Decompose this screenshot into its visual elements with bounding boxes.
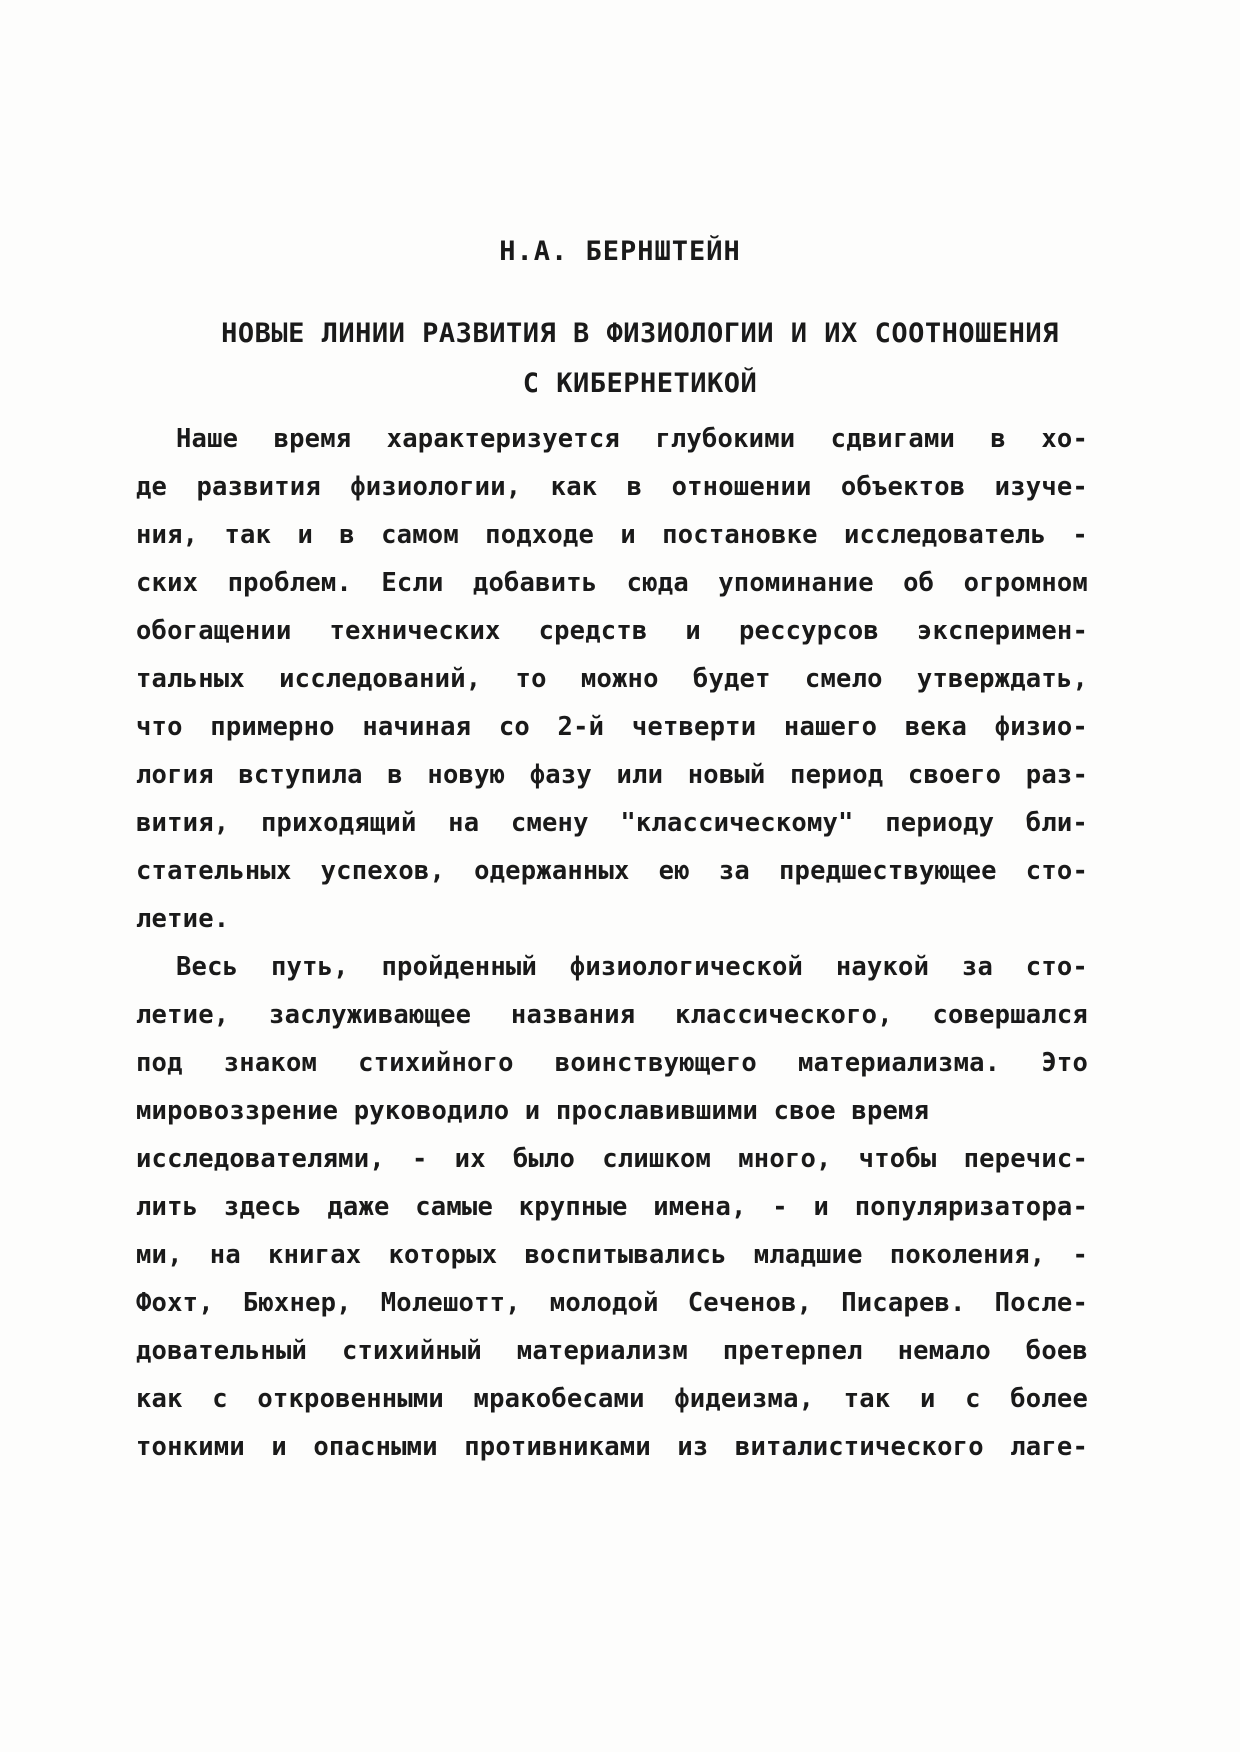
paragraph-1-line: логия вступила в новую фазу или новый период своего раз-: [136, 760, 1088, 790]
paragraph-1-line: тальных исследований, то можно будет смело утверждать,: [136, 664, 1088, 694]
paragraph-2-line: довательный стихийный материализм претерпел немало боев: [136, 1336, 1088, 1366]
paragraph-1-line: вития, приходящий на смену "классическому" периоду бли-: [136, 808, 1088, 838]
paragraph-1-line: Наше время характеризуется глубокими сдвигами в хо-: [176, 424, 1088, 454]
paragraph-2-line: как с откровенными мракобесами фидеизма, так и с более: [136, 1384, 1088, 1414]
paragraph-2-line: ми, на книгах которых воспитывались младшие поколения, -: [136, 1240, 1088, 1270]
title-line-2: С КИБЕРНЕТИКОЙ: [522, 368, 758, 399]
paragraph-1-line: стательных успехов, одержанных ею за предшествующее сто-: [136, 856, 1088, 886]
paragraph-2-line: Фохт, Бюхнер, Молешотт, молодой Сеченов, Писарев. После-: [136, 1288, 1088, 1318]
paragraph-1-line: ния, так и в самом подходе и постановке исследователь -: [136, 520, 1088, 550]
paragraph-2-line: под знаком стихийного воинствующего материализма. Это: [136, 1048, 1088, 1078]
paragraph-2-line: тонкими и опасными противниками из виталистического лаге-: [136, 1432, 1088, 1462]
paragraph-1-line: де развития физиологии, как в отношении объектов изуче-: [136, 472, 1088, 502]
author-name: Н.А. БЕРНШТЕЙН: [499, 236, 741, 267]
paragraph-2-line: исследователями, - их было слишком много, чтобы перечис-: [136, 1144, 1088, 1174]
paragraph-1-line: что примерно начиная со 2-й четверти нашего века физио-: [136, 712, 1088, 742]
paragraph-2-line: летие, заслуживающее названия классического, совершался: [136, 1000, 1088, 1030]
title-line-1: НОВЫЕ ЛИНИИ РАЗВИТИЯ В ФИЗИОЛОГИИ И ИХ СООТНОШЕНИЯ: [221, 318, 1059, 349]
paragraph-1-line: ских проблем. Если добавить сюда упоминание об огромном: [136, 568, 1088, 598]
paragraph-2-line: мировоззрение руководило и прославившими свое время: [136, 1096, 930, 1126]
paragraph-1-line: обогащении технических средств и рессурсов эксперимен-: [136, 616, 1088, 646]
paragraph-2-line: лить здесь даже самые крупные имена, - и популяризатора-: [136, 1192, 1088, 1222]
paragraph-1-line: летие.: [136, 904, 230, 934]
paragraph-2-line: Весь путь, пройденный физиологической наукой за сто-: [176, 952, 1088, 982]
